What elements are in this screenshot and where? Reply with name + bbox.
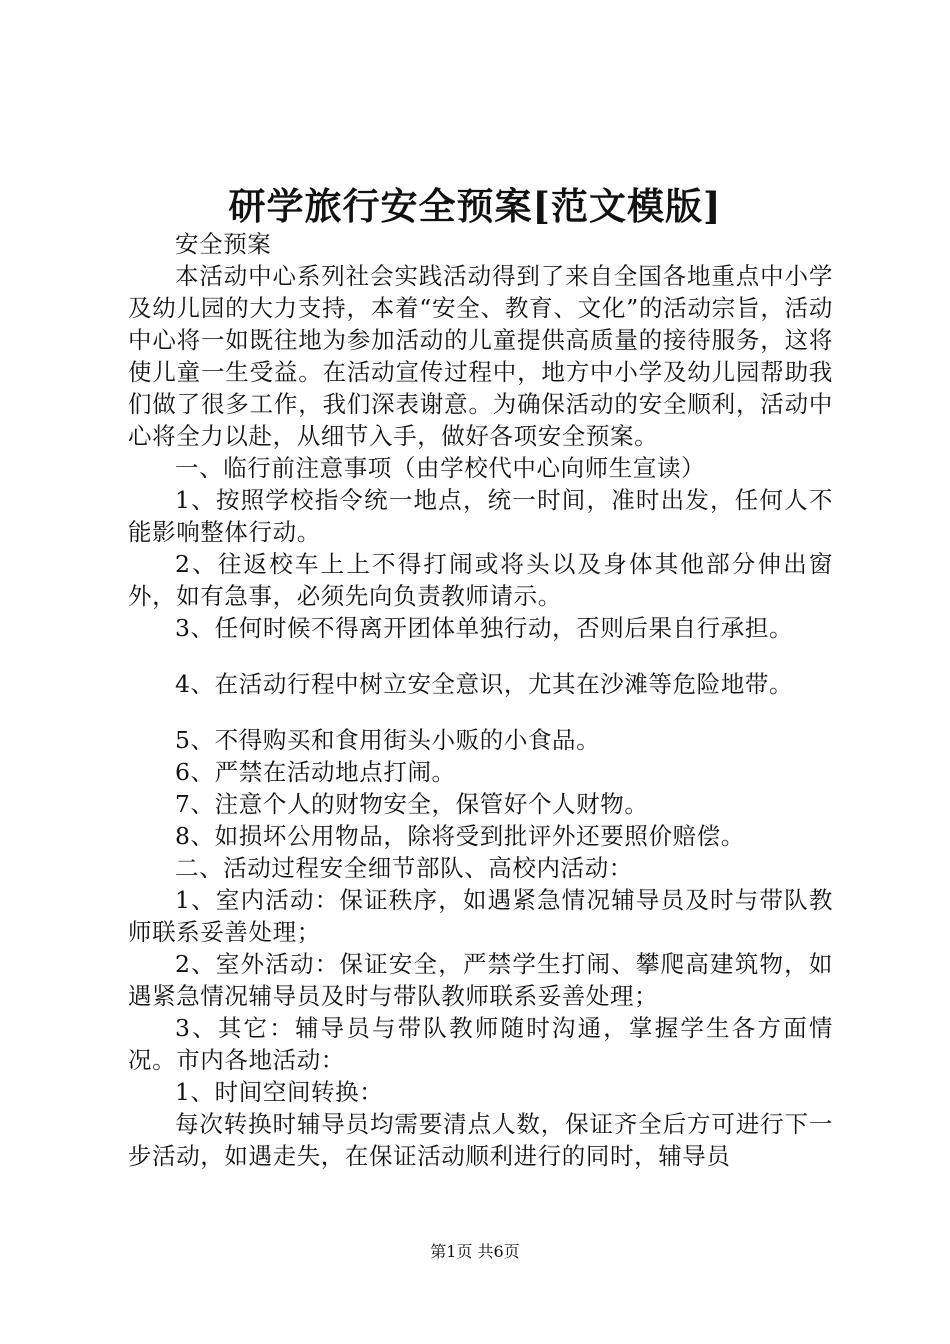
paragraph-item-3: 3、任何时候不得离开团体单独行动，否则后果自行承担。 bbox=[175, 614, 794, 642]
paragraph-item-1: 1、按照学校指令统一地点，统一时间，准时出发，任何人不能影响整体行动。 bbox=[128, 486, 833, 546]
paragraph-item-2: 2、往返校车上上不得打闹或将头以及身体其他部分伸出窗外，如有急事，必须先向负责教师请示。 bbox=[128, 550, 833, 610]
paragraph-item-7: 7、注意个人的财物安全，保管好个人财物。 bbox=[175, 790, 649, 818]
paragraph-time-space: 1、时间空间转换： bbox=[175, 1078, 384, 1106]
document-body bbox=[128, 228, 833, 1172]
paragraph-item-4: 4、在活动行程中树立安全意识，尤其在沙滩等危险地带。 bbox=[175, 670, 794, 698]
paragraph-item-8: 8、如损坏公用物品，除将受到批评外还要照价赔偿。 bbox=[175, 822, 745, 850]
page-number-footer: 第1页 共6页 bbox=[430, 1242, 520, 1261]
paragraph-headcount: 每次转换时辅导员均需要清点人数，保证齐全后方可进行下一步活动，如遇走失，在保证活动顺利进行的同时，辅导员 bbox=[128, 1110, 833, 1170]
paragraph-intro: 本活动中心系列社会实践活动得到了来自全国各地重点中小学及幼儿园的大力支持，本着“安全、教育、文化”的活动宗旨，活动中心将一如既往地为参加活动的儿童提供高质量的接待服务，这将使儿童一生受益。在活动宣传过程中，地方中小学及幼儿园帮助我们做了很多工作，我们深表谢意。为确保活动的安全顺利，活动中心将全力以赴，从细节入手，做好各项安全预案。 bbox=[128, 262, 833, 450]
paragraph-indoor: 1、室内活动：保证秩序，如遇紧急情况辅导员及时与带队教师联系妥善处理； bbox=[128, 886, 833, 946]
spacer bbox=[128, 644, 833, 668]
paragraph-outdoor: 2、室外活动：保证安全，严禁学生打闹、攀爬高建筑物，如遇紧急情况辅导员及时与带队教师联系妥善处理； bbox=[128, 950, 833, 1010]
section-heading-2: 二、活动过程安全细节部队、高校内活动： bbox=[175, 854, 633, 882]
paragraph-item-5: 5、不得购买和食用街头小贩的小食品。 bbox=[175, 726, 601, 754]
paragraph-item-6: 6、严禁在活动地点打闹。 bbox=[175, 758, 456, 786]
paragraph-heading-safety-plan: 安全预案 bbox=[175, 230, 272, 258]
document-title: 研学旅行安全预案[范文模版] bbox=[228, 184, 722, 228]
spacer bbox=[128, 700, 833, 724]
paragraph-other: 3、其它：辅导员与带队教师随时沟通，掌握学生各方面情况。市内各地活动： bbox=[128, 1014, 833, 1074]
section-heading-1: 一、临行前注意事项（由学校代中心向师生宣读） bbox=[175, 454, 706, 482]
